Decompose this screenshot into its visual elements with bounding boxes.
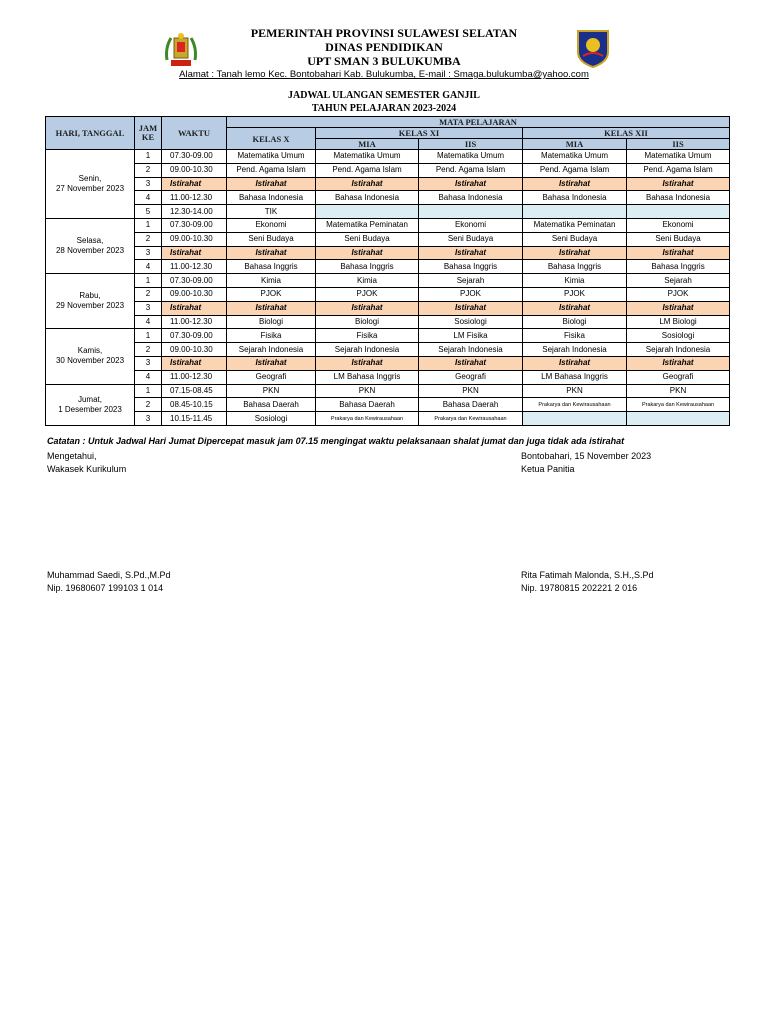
day-date: 30 November 2023 [55, 356, 125, 366]
table-row [46, 315, 730, 329]
subject-cell-xii-iis: Sejarah [627, 274, 730, 288]
subject-cell-xii-iis: PKN [627, 384, 730, 398]
subject-cell-xi-iis: LM Fisika [419, 329, 523, 343]
day-date-cell [46, 329, 135, 384]
table-row [46, 177, 730, 191]
waktu-cell: 07.30-09.00 [162, 274, 227, 288]
jam-cell: 3 [135, 412, 162, 426]
header-xi-mia: MIA [316, 139, 419, 150]
waktu-cell: 09.00-10.30 [162, 163, 227, 177]
left-signatory-nip: Nip. 19680607 199103 1 014 [47, 583, 164, 593]
subject-cell-xii-iis: Istirahat [627, 177, 730, 191]
jam-cell: 1 [135, 329, 162, 343]
jam-cell: 3 [135, 356, 162, 370]
waktu-cell: 07.30-09.00 [162, 150, 227, 164]
subject-cell-xi-iis: Istirahat [419, 356, 523, 370]
subject-cell-xi-mia: Seni Budaya [316, 232, 419, 246]
subject-cell-xii-mia: Bahasa Indonesia [523, 191, 627, 205]
subject-cell-x: Sejarah Indonesia [227, 343, 316, 357]
subject-cell-x: Ekonomi [227, 218, 316, 232]
signature-left-name-block [47, 569, 171, 595]
jam-cell: 4 [135, 191, 162, 205]
table-row [46, 191, 730, 205]
day-date-cell [46, 274, 135, 329]
signature-right-name-block [521, 569, 654, 595]
subject-cell-xii-mia: Istirahat [523, 246, 627, 260]
subject-cell-xi-iis: Pend. Agama Islam [419, 163, 523, 177]
subject-cell-xi-iis: PKN [419, 384, 523, 398]
header-kelas-xii: KELAS XII [523, 128, 730, 139]
subject-cell-xii-mia: Matematika Umum [523, 150, 627, 164]
waktu-cell: Istirahat [162, 301, 227, 315]
subject-cell-xi-iis [419, 205, 523, 219]
table-row [46, 287, 730, 301]
subject-cell-xi-iis: Prakarya dan Kewirausahaan [419, 412, 523, 426]
subject-cell-xi-mia: Bahasa Inggris [316, 260, 419, 274]
subject-cell-xii-mia: Matematika Peminatan [523, 218, 627, 232]
subject-cell-xii-iis [627, 412, 730, 426]
subject-cell-x: TIK [227, 205, 316, 219]
subject-cell-xii-mia: Fisika [523, 329, 627, 343]
subject-cell-xi-mia: PJOK [316, 287, 419, 301]
subject-cell-xii-iis: LM Biologi [627, 315, 730, 329]
subject-cell-x: Istirahat [227, 177, 316, 191]
subject-cell-x: Istirahat [227, 246, 316, 260]
waktu-cell: Istirahat [162, 177, 227, 191]
header-kelas-x: KELAS X [227, 128, 316, 150]
jam-cell: 1 [135, 384, 162, 398]
subject-cell-xii-iis: Sosiologi [627, 329, 730, 343]
header-mata-pelajaran: MATA PELAJARAN [227, 117, 730, 128]
subject-cell-xii-iis: Prakarya dan Kewirausahaan [627, 398, 730, 412]
subject-cell-xi-mia: Matematika Umum [316, 150, 419, 164]
day-date: 28 November 2023 [55, 246, 125, 256]
jam-cell: 1 [135, 218, 162, 232]
subject-cell-xii-mia: Biologi [523, 315, 627, 329]
header-waktu: WAKTU [162, 117, 227, 150]
subject-cell-xii-iis: Bahasa Inggris [627, 260, 730, 274]
subject-cell-xi-mia: Istirahat [316, 246, 419, 260]
left-acknowledge-label: Mengetahui, [47, 451, 97, 461]
header-kelas-xi: KELAS XI [316, 128, 523, 139]
subject-cell-xi-mia: Fisika [316, 329, 419, 343]
day-date: 1 Desember 2023 [58, 404, 122, 414]
waktu-cell: 07.30-09.00 [162, 329, 227, 343]
jam-cell: 1 [135, 150, 162, 164]
jam-cell: 2 [135, 287, 162, 301]
subject-cell-xi-iis: Seni Budaya [419, 232, 523, 246]
subject-cell-xi-iis: Bahasa Indonesia [419, 191, 523, 205]
left-position-label: Wakasek Kurikulum [47, 464, 127, 474]
subject-cell-xii-mia [523, 205, 627, 219]
subject-cell-xii-mia: LM Bahasa Inggris [523, 370, 627, 384]
jam-cell: 4 [135, 315, 162, 329]
subject-cell-x: Fisika [227, 329, 316, 343]
schedule-note: Catatan : Untuk Jadwal Hari Jumat Dipercepat masuk jam 07.15 mengingat waktu pelaksanaan shalat jumat dan juga tidak ada istirahat [47, 436, 625, 446]
waktu-cell: 12.30-14.00 [162, 205, 227, 219]
waktu-cell: 11.00-12.30 [162, 191, 227, 205]
subject-cell-xi-iis: Ekonomi [419, 218, 523, 232]
document-title: JADWAL ULANGAN SEMESTER GANJIL [288, 90, 480, 101]
waktu-cell: 09.00-10.30 [162, 232, 227, 246]
jam-cell: 4 [135, 260, 162, 274]
right-signatory-name: Rita Fatimah Malonda, S.H.,S.Pd [521, 570, 654, 580]
subject-cell-xii-mia: PJOK [523, 287, 627, 301]
jam-cell: 2 [135, 343, 162, 357]
subject-cell-xi-iis: Sejarah [419, 274, 523, 288]
subject-cell-x: Biologi [227, 315, 316, 329]
waktu-cell: 09.00-10.30 [162, 287, 227, 301]
day-date: 27 November 2023 [55, 183, 125, 193]
day-name: Kamis, [77, 346, 103, 356]
waktu-cell: 11.00-12.30 [162, 370, 227, 384]
subject-cell-xi-iis: Sosiologi [419, 315, 523, 329]
subject-cell-xii-iis: Istirahat [627, 246, 730, 260]
right-signatory-nip: Nip. 19780815 202221 2 016 [521, 583, 638, 593]
header-agency: DINAS PENDIDIKAN [325, 40, 443, 54]
subject-cell-xii-mia: Sejarah Indonesia [523, 343, 627, 357]
table-row [46, 370, 730, 384]
subject-cell-xii-mia: Istirahat [523, 177, 627, 191]
subject-cell-x: Bahasa Inggris [227, 260, 316, 274]
waktu-cell: Istirahat [162, 246, 227, 260]
jam-cell: 5 [135, 205, 162, 219]
subject-cell-xii-mia: PKN [523, 384, 627, 398]
subject-cell-xii-mia [523, 412, 627, 426]
subject-cell-x: Kimia [227, 274, 316, 288]
subject-cell-xi-iis: Istirahat [419, 246, 523, 260]
subject-cell-xi-mia: Matematika Peminatan [316, 218, 419, 232]
subject-cell-xi-iis: Istirahat [419, 177, 523, 191]
signature-right-heading [521, 450, 651, 476]
signature-left-heading [47, 450, 126, 476]
table-row [46, 218, 730, 232]
subject-cell-xi-iis: Geografi [419, 370, 523, 384]
table-row [46, 260, 730, 274]
subject-cell-xi-iis: Sejarah Indonesia [419, 343, 523, 357]
right-position-label: Ketua Panitia [521, 464, 575, 474]
subject-cell-xi-mia: Istirahat [316, 356, 419, 370]
subject-cell-xi-mia: Kimia [316, 274, 419, 288]
day-name: Senin, [78, 173, 102, 183]
day-date-cell [46, 218, 135, 273]
header-xii-mia: MIA [523, 139, 627, 150]
header-day-date: HARI, TANGGAL [46, 117, 135, 150]
subject-cell-xii-iis: Matematika Umum [627, 150, 730, 164]
subject-cell-xi-mia: Bahasa Indonesia [316, 191, 419, 205]
subject-cell-xi-mia: LM Bahasa Inggris [316, 370, 419, 384]
header-school: UPT SMAN 3 BULUKUMBA [307, 54, 461, 68]
subject-cell-xi-mia: PKN [316, 384, 419, 398]
waktu-cell: 11.00-12.30 [162, 260, 227, 274]
subject-cell-xi-iis: Matematika Umum [419, 150, 523, 164]
document-subtitle: TAHUN PELAJARAN 2023-2024 [311, 103, 457, 114]
jam-cell: 3 [135, 301, 162, 315]
day-date-cell [46, 150, 135, 219]
subject-cell-xi-iis: Bahasa Inggris [419, 260, 523, 274]
day-name: Jumat, [77, 394, 102, 404]
subject-cell-x: Pend. Agama Islam [227, 163, 316, 177]
waktu-cell: 09.00-10.30 [162, 343, 227, 357]
header-government: PEMERINTAH PROVINSI SULAWESI SELATAN [250, 26, 518, 40]
exam-schedule-table [45, 116, 730, 426]
subject-cell-xii-iis: PJOK [627, 287, 730, 301]
subject-cell-x: Istirahat [227, 301, 316, 315]
subject-cell-xi-mia [316, 205, 419, 219]
subject-cell-xii-iis [627, 205, 730, 219]
jam-cell: 3 [135, 177, 162, 191]
table-row [46, 384, 730, 398]
subject-cell-x: PJOK [227, 287, 316, 301]
header-xii-iis: IIS [627, 139, 730, 150]
subject-cell-x: Matematika Umum [227, 150, 316, 164]
table-row [46, 150, 730, 164]
jam-cell: 2 [135, 232, 162, 246]
day-date-cell [46, 384, 135, 425]
subject-cell-xii-mia: Kimia [523, 274, 627, 288]
subject-cell-xii-iis: Pend. Agama Islam [627, 163, 730, 177]
header-jam-ke: JAM KE [135, 117, 162, 150]
day-date: 29 November 2023 [55, 301, 125, 311]
jam-cell: 2 [135, 163, 162, 177]
subject-cell-xi-mia: Sejarah Indonesia [316, 343, 419, 357]
subject-cell-x: Sosiologi [227, 412, 316, 426]
waktu-cell: 10.15-11.45 [162, 412, 227, 426]
subject-cell-x: Istirahat [227, 356, 316, 370]
table-row [46, 356, 730, 370]
subject-cell-xi-mia: Istirahat [316, 177, 419, 191]
subject-cell-xi-mia: Pend. Agama Islam [316, 163, 419, 177]
subject-cell-x: Seni Budaya [227, 232, 316, 246]
left-signatory-name: Muhammad Saedi, S.Pd.,M.Pd [47, 570, 171, 580]
jam-cell: 3 [135, 246, 162, 260]
table-row [46, 343, 730, 357]
subject-cell-xii-iis: Istirahat [627, 356, 730, 370]
subject-cell-xii-iis: Bahasa Indonesia [627, 191, 730, 205]
table-row [46, 274, 730, 288]
waktu-cell: Istirahat [162, 356, 227, 370]
subject-cell-xi-mia: Istirahat [316, 301, 419, 315]
subject-cell-xii-mia: Pend. Agama Islam [523, 163, 627, 177]
table-row [46, 329, 730, 343]
header-xi-iis: IIS [419, 139, 523, 150]
jam-cell: 2 [135, 398, 162, 412]
header-address: Alamat : Tanah lemo Kec. Bontobahari Kab. Bulukumba, E-mail : Smaga.bulukumba@yahoo.com [179, 69, 589, 80]
table-row [46, 163, 730, 177]
subject-cell-xi-iis: Istirahat [419, 301, 523, 315]
table-row [46, 205, 730, 219]
subject-cell-xii-mia: Prakarya dan Kewirausahaan [523, 398, 627, 412]
subject-cell-xii-mia: Istirahat [523, 301, 627, 315]
subject-cell-xii-mia: Seni Budaya [523, 232, 627, 246]
subject-cell-xi-mia: Bahasa Daerah [316, 398, 419, 412]
waktu-cell: 07.15-08.45 [162, 384, 227, 398]
table-row [46, 232, 730, 246]
table-row [46, 412, 730, 426]
waktu-cell: 11.00-12.30 [162, 315, 227, 329]
subject-cell-x: Bahasa Daerah [227, 398, 316, 412]
subject-cell-x: Geografi [227, 370, 316, 384]
jam-cell: 1 [135, 274, 162, 288]
table-row [46, 301, 730, 315]
subject-cell-xii-iis: Seni Budaya [627, 232, 730, 246]
subject-cell-xi-mia: Prakarya dan Kewirausahaan [316, 412, 419, 426]
waktu-cell: 08.45-10.15 [162, 398, 227, 412]
subject-cell-xii-iis: Sejarah Indonesia [627, 343, 730, 357]
table-row [46, 246, 730, 260]
subject-cell-xi-iis: PJOK [419, 287, 523, 301]
subject-cell-xii-mia: Bahasa Inggris [523, 260, 627, 274]
subject-cell-x: PKN [227, 384, 316, 398]
subject-cell-xii-mia: Istirahat [523, 356, 627, 370]
subject-cell-xii-iis: Geografi [627, 370, 730, 384]
waktu-cell: 07.30-09.00 [162, 218, 227, 232]
day-name: Rabu, [79, 291, 101, 301]
subject-cell-xi-iis: Bahasa Daerah [419, 398, 523, 412]
day-name: Selasa, [76, 236, 104, 246]
subject-cell-xii-iis: Ekonomi [627, 218, 730, 232]
subject-cell-xi-mia: Biologi [316, 315, 419, 329]
jam-cell: 4 [135, 370, 162, 384]
subject-cell-x: Bahasa Indonesia [227, 191, 316, 205]
table-row [46, 398, 730, 412]
right-place-date: Bontobahari, 15 November 2023 [521, 451, 652, 461]
subject-cell-xii-iis: Istirahat [627, 301, 730, 315]
